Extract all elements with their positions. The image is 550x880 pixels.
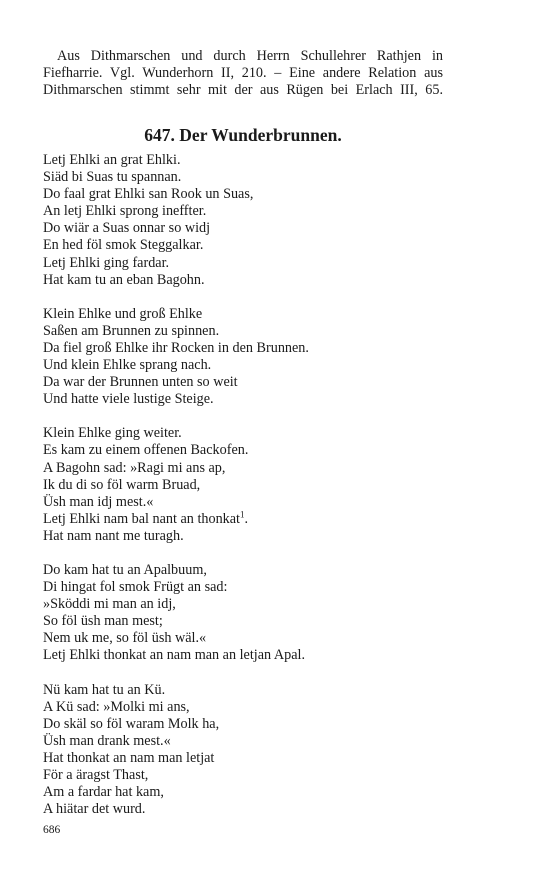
verse-line: Üsh man idj mest.« [43,493,154,510]
verse-line: En hed föl smok Steggalkar. [43,237,204,254]
verse-line: Hat kam tu an eban Bagohn. [43,271,205,288]
verse-line: A Kü sad: »Molki mi ans, [43,698,190,715]
intro-paragraph [43,48,443,99]
verse-line: »Sköddi mi man an idj, [43,596,176,613]
verse-line-with-footnote: Letj Ehlki nam bal nant an thonkat$^1$. [43,509,249,527]
verse-line: Üsh man drank mest.« [43,732,171,749]
verse-line: Hat nam nant me turagh. [43,527,184,544]
verse-line: Es kam zu einem offenen Backofen. [43,442,249,459]
verse-line: Klein Ehlke ging weiter. [43,425,182,442]
stanza-4 [43,562,463,665]
verse-line: Hat thonkat an nam man letjat [43,749,215,766]
verse-line: Siäd bi Suas tu spannan. [43,169,182,186]
verse-line: So föl üsh man mest; [43,613,163,630]
verse-line: Saßen am Brunnen zu spinnen. [43,322,220,339]
verse-line: A hiätar det wurd. [43,801,146,818]
verse-line: Und klein Ehlke sprang nach. [43,357,212,374]
stanza-1 [43,152,463,289]
verse-line: Letj Ehlki ging fardar. [43,254,170,271]
intro-line: Aus Dithmarschen und durch Herrn Schullehrer Rathjen in [57,48,443,64]
verse-line: An letj Ehlki sprong ineffter. [43,203,207,220]
verse-line: Und hatte viele lustige Steige. [43,391,214,408]
intro-line: Fiefharrie. Vgl. Wunderhorn II, 210. – Eine andere Relation aus [43,65,443,81]
verse-line: Nü kam hat tu an Kü. [43,681,166,698]
intro-line: Dithmarschen stimmt sehr mit der aus Rügen bei Erlach III, 65. [43,82,443,98]
verse-line: Am a fardar hat kam, [43,784,164,801]
verse-line: Do faal grat Ehlki san Rook un Suas, [43,186,254,203]
stanza-5 [43,682,463,819]
verse-text: Letj Ehlki nam bal nant an thonkat [43,510,240,527]
stanza-2 [43,306,463,409]
verse-line: Da war der Brunnen unten so weit [43,374,238,391]
verse-line: Nem uk me, so föl üsh wäl.« [43,630,207,647]
footnote-marker[interactable]: 1 [240,509,245,520]
verse-line: Do wiär a Suas onnar so widj [43,220,211,237]
verse-line: Letj Ehlki an grat Ehlki. [43,152,181,168]
section-title: 647. Der Wunderbrunnen. [144,125,342,145]
verse-line: Klein Ehlke und groß Ehlke [43,305,203,322]
verse-line: Letj Ehlki thonkat an nam man an letjan Apal. [43,647,306,664]
poem [43,152,463,835]
stanza-3 [43,425,463,545]
verse-line: Ik du di so föl warm Bruad, [43,476,201,493]
verse-line: A Bagohn sad: »Ragi mi ans ap, [43,459,226,476]
page-number: 686 [43,824,61,836]
verse-line: Do kam hat tu an Apalbuum, [43,561,207,578]
verse-line: Di hingat fol smok Frügt an sad: [43,579,228,596]
verse-line: Do skäl so föl waram Molk ha, [43,715,220,732]
verse-line: Da fiel groß Ehlke ihr Rocken in den Brunnen. [43,339,309,356]
page-body [43,48,443,818]
verse-line: För a äragst Thast, [43,767,149,783]
